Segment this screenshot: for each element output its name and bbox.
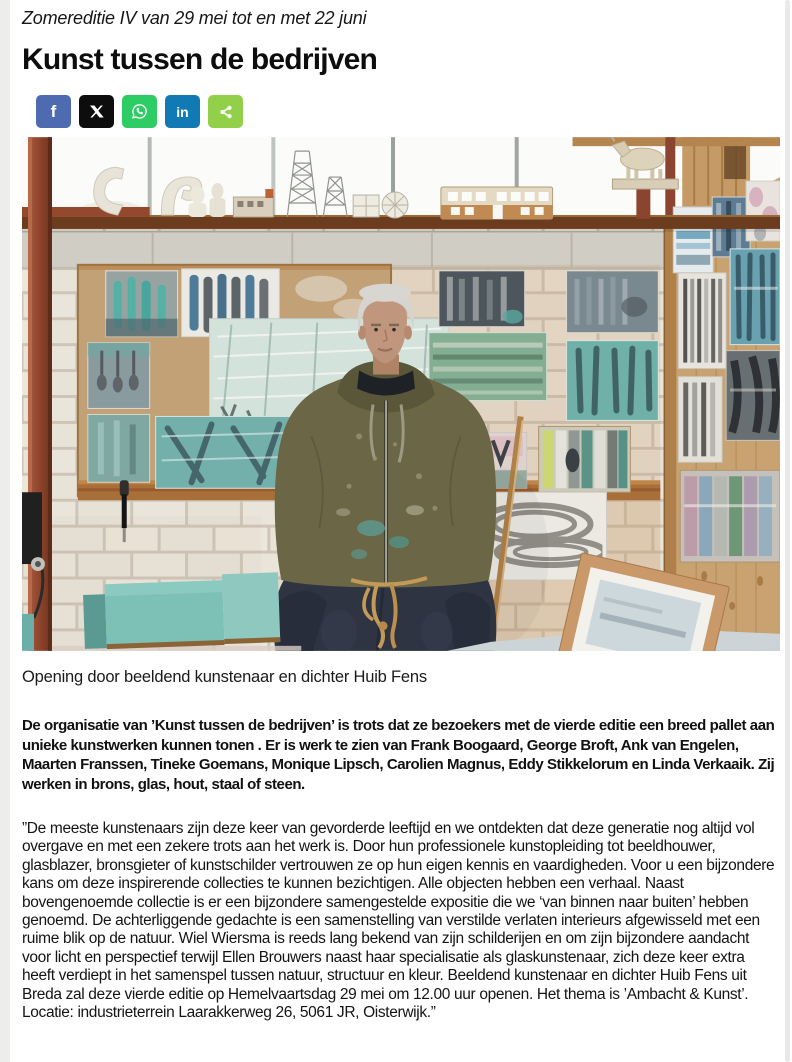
intro-paragraph: De organisatie van ’Kunst tussen de bedrijven’ is trots dat ze bezoekers met de vierde editie een breed pallet aan unieke kunstwerken kunnen tonen . Er is werk te zien van Frank Boogaard, George Broft, Ank van Engelen, Maarten Franssen, Tineke Goemans, Monique Lipsch, Carolien Magnus, Eddy Stikkelorum en Linda Verkaaik. Zij werken in brons, glas, hout, staal of steen. xyxy=(22,717,775,793)
article-kicker: Zomereditie IV van 29 mei tot en met 22 juni xyxy=(22,8,367,28)
article-title: Kunst tussen de bedrijven xyxy=(22,43,378,76)
article-photo-figure xyxy=(22,137,780,687)
article xyxy=(10,0,792,1042)
page-left-gutter xyxy=(0,0,10,1062)
scrollbar-track[interactable] xyxy=(785,0,790,1062)
studio-photo xyxy=(22,137,780,651)
steel-column xyxy=(28,137,52,651)
share-whatsapp-button[interactable] xyxy=(122,95,157,128)
body-paragraph: ”De meeste kunstenaars zijn deze keer van gevorderde leeftijd en we ontdekten dat deze generatie nog altijd vol overgave en met een zekere trots aan het werk is. Door hun professionele kunstopleiding tot beeldhouwer, glasblazer, bronsgieter of kunstschilder vertrouwen ze op hun eigen kennis en vaardigheden. Voor u een bijzondere kans om deze inspirerende collecties te kunnen bezichtigen. Alle objecten hebben een verhaal. Naast bovengenoemde collectie is er een bijzondere samengestelde expositie die we ‘van binnen naar buiten’ hebben genoemd. De achterliggende gedachte is een samenstelling van verstilde verlaten interieurs afgewisseld met een ruime blik op de natuur. Wiel Wiersma is reeds lang bekend van zijn schilderijen en om zijn bijzondere aandacht voor licht en perspectief terwijl Ellen Brouwers naast haar specialisatie als glaskunstenaar, zich deze keer extra heeft verdiept in het samenspel tussen natuur, structuur en kleur. Beeldend kunstenaar en dichter Huib Fens uit Breda zal deze vierde editie op Hemelvaartsdag 29 mei om 12.00 uur openen. Het thema is ’Ambacht & Kunst’. Locatie: industrieterrein Laarakkerweg 26, 5061 JR, Oisterwijk.” xyxy=(22,820,775,1022)
share-facebook-button[interactable] xyxy=(36,95,71,128)
share-buttons xyxy=(36,95,780,128)
share-x-button[interactable] xyxy=(79,95,114,128)
share-linkedin-button[interactable] xyxy=(165,95,200,128)
photo-caption: Opening door beeldend kunstenaar en dichter Huib Fens xyxy=(22,668,427,686)
whatsapp-icon xyxy=(131,103,148,120)
share-icon xyxy=(218,104,234,120)
linkedin-icon: in xyxy=(176,103,189,120)
share-sharethis-button[interactable] xyxy=(208,95,243,128)
facebook-icon: f xyxy=(50,102,57,121)
x-icon xyxy=(89,104,104,119)
